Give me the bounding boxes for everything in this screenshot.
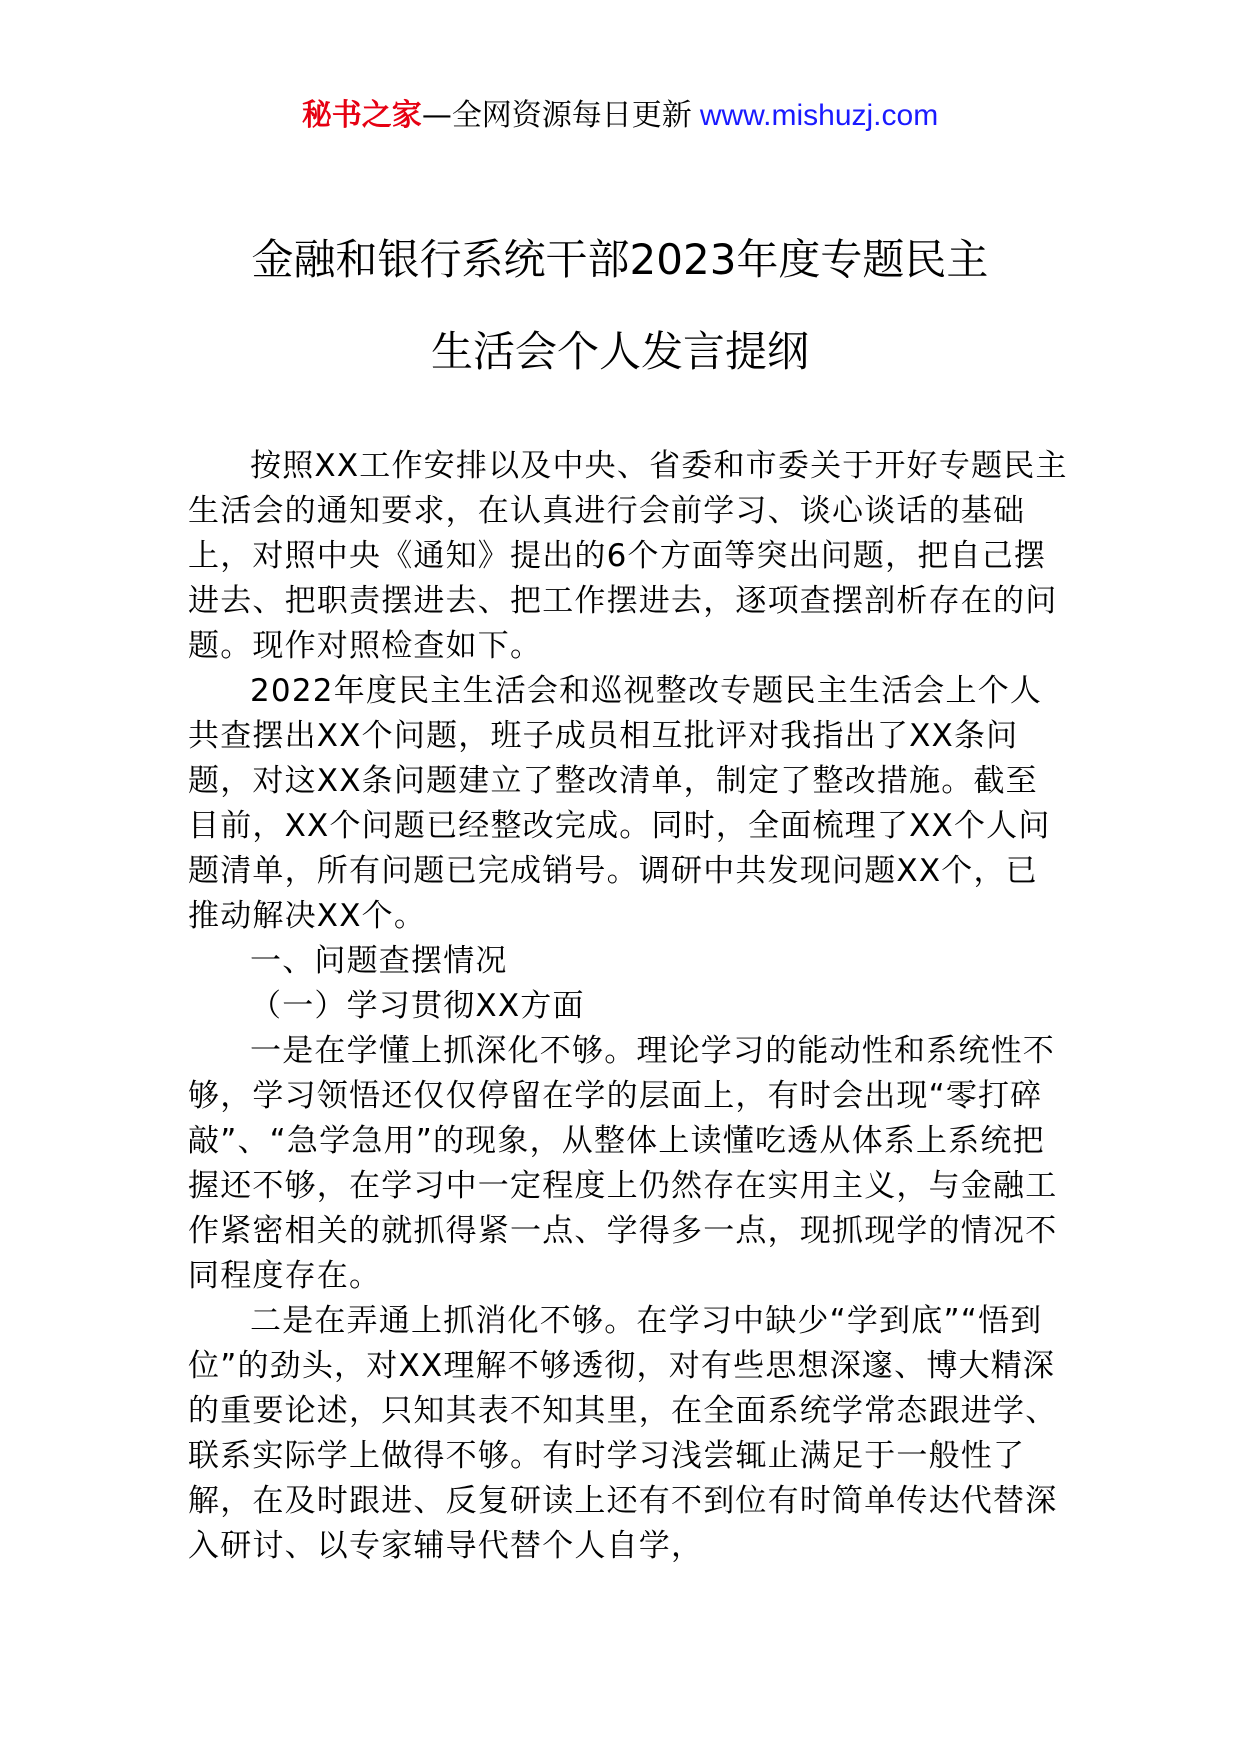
paragraph-intro: 按照XX工作安排以及中央、省委和市委关于开好专题民主生活会的通知要求，在认真进行会前学习、谈心谈话的基础上，对照中央《通知》提出的6个方面等突出问题，把自己摆进去、把职责摆进去、把工作摆进去，逐项查摆剖析存在的问题。现作对照检查如下。 [188,448,1068,664]
site-url-link[interactable]: www.mishuzj.com [699,99,939,132]
subsection-heading: （一）学习贯彻XX方面 [250,988,585,1024]
paragraph-rectification-summary: 2022年度民主生活会和巡视整改专题民主生活会上个人共查摆出XX个问题，班子成员相互批评对我指出了XX条问题，对这XX条问题建立了整改清单，制定了整改措施。截至目前，XX个问题已经整改完成。同时，全面梳理了XX个人问题清单，所有问题已完成销号。调研中共发现问题XX个，已推动解决XX个。 [188,673,1051,934]
brand-name: 秘书之家 [301,98,422,133]
paragraph-point-two: 二是在弄通上抓消化不够。在学习中缺少“学到底”“悟到位”的劲头，对XX理解不够透彻，对有些思想深邃、博大精深的重要论述，只知其表不知其里，在全面系统学常态跟进学、联系实际学上做得不够。有时学习浅尝辄止满足于一般性了解，在及时跟进、反复研读上还有不到位有时简单传达代替深入研讨、以专家辅导代替个人自学， [188,1303,1058,1564]
document-body [188,444,1068,1569]
document-title-line-2: 生活会个人发言提纲 [430,327,809,376]
paragraph-point-one: 一是在学懂上抓深化不够。理论学习的能动性和系统性不够，学习领悟还仅仅停留在学的层面上，有时会出现“零打碎敲”、“急学急用”的现象，从整体上读懂吃透从体系上系统把握还不够，在学习中一定程度上仍然存在实用主义，与金融工作紧密相关的就抓得紧一点、学得多一点，现抓现学的情况不同程度存在。 [188,1033,1058,1294]
document-title-line-1: 金融和银行系统干部2023年度专题民主 [251,235,989,284]
section-heading: 一、问题查摆情况 [250,943,508,979]
header-tagline: —全网资源每日更新 [421,98,692,133]
site-header [0,96,1240,136]
